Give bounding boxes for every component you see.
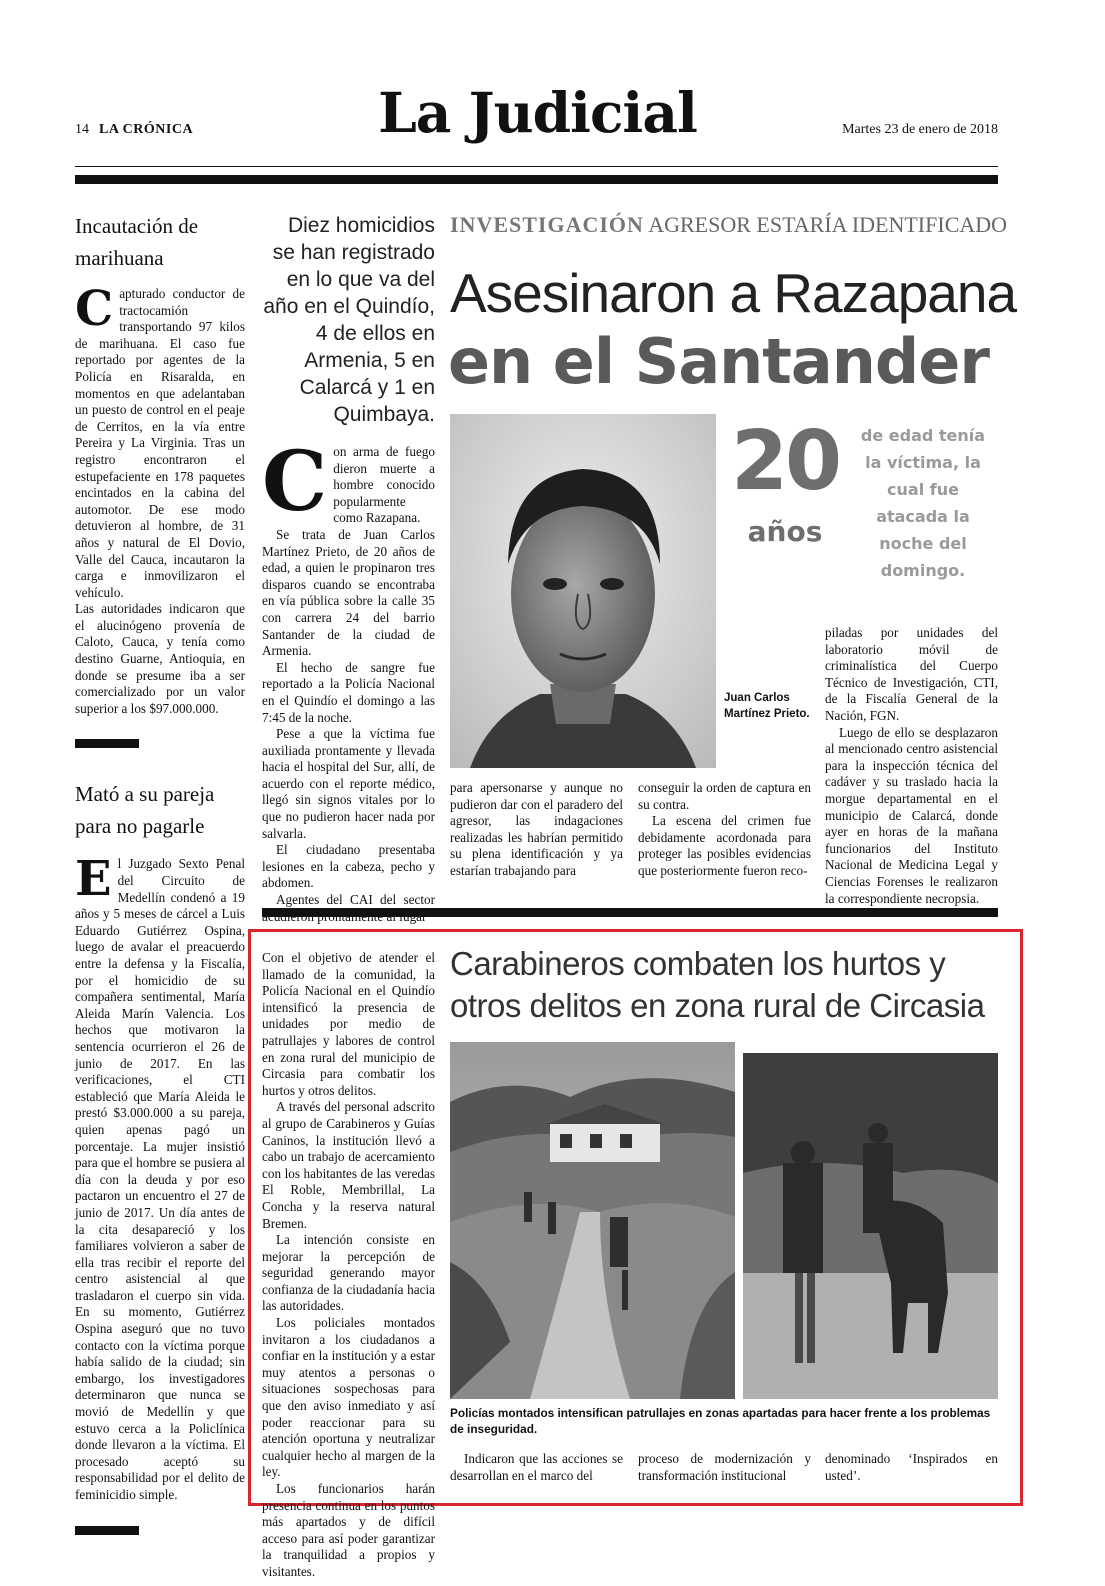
rural-photos-caption: Policías montados intensifican patrullajes en zonas apartadas para hacer frente a los problemas de inseguridad. [450, 1406, 991, 1436]
col3-para-1: conseguir la orden de captura en su contra. [638, 780, 811, 812]
col3-para-2: La escena del crimen fue debidamente acordonada para proteger las posibles evidencias que posteriormente fueron reco- [638, 813, 811, 878]
victim-photo-caption: Juan Carlos Martínez Prieto. [724, 692, 810, 720]
carabineros-bottom-text-3: denominado ‘Inspirados en usted’. [825, 1451, 998, 1483]
carabineros-bottom-col1 [450, 1451, 623, 1484]
main-headline-line2: en el Santander [448, 325, 989, 398]
rural-patrol-photo-right [743, 1053, 998, 1399]
section-separator-2 [75, 1526, 139, 1535]
left-column [75, 210, 245, 1535]
main-story-col2 [450, 780, 623, 880]
carabineros-para-1: Con el objetivo de atender el llamado de la comunidad, la Policía Nacional en el Quindío intensificó la presencia de unidades por medio de patrullajes y labores de control en zona rural del municipio de Circasia para combatir los hurtos y otros delitos. [262, 950, 435, 1098]
col1-para-4: Pese a que la víctima fue auxiliada prontamente y llevada hacia el hospital del Sur, allí, de acuerdo con el reporte médico, llegó sin signos vitales por lo que no pudieron hacer nada por salvarla. [262, 726, 435, 841]
kicker-label: INVESTIGACIÓN [450, 212, 644, 237]
pullquote: Diez homicidios se han registrado en lo que va del año en el Quindío, 4 de ellos en Armenia, 5 en Calarcá y 1 en Quimbaya. [263, 214, 435, 426]
carabineros-headline-line2: otros delitos en zona rural de Circasia [450, 987, 985, 1024]
col1-para-3: El hecho de sangre fue reportado a la Policía Nacional en el Quindío el domingo a las 7:45 de la noche. [262, 659, 435, 725]
main-story-col4 [825, 625, 998, 907]
header-thick-rule [75, 175, 998, 184]
carabineros-bottom-col2 [638, 1451, 811, 1484]
paper-name: LA CRÓNICA [99, 122, 194, 137]
section-title: La Judicial [378, 80, 697, 145]
page-header [75, 80, 998, 150]
col4-para-2: Luego de ello se desplazaron al mencionado centro asistencial para la inspección técnica del cadáver y su traslado hacia la morgue departamental en el municipio de Calarcá, donde ayer en horas de la mañana funcionarios del Instituto Nacional de Medicina Legal y Ciencias Forenses le realizaron la correspondiente necropsia. [825, 724, 998, 906]
issue-date: Martes 23 de enero de 2018 [842, 122, 998, 137]
main-story-col1 [262, 434, 435, 925]
dropcap-c: C [75, 281, 114, 337]
header-thin-rule [75, 166, 998, 167]
mato-pareja-para: l Juzgado Sexto Penal del Circuito de Medellín condenó a 19 años y 5 meses de cárcel a Luis Eduardo Gutiérrez Ospina, luego de avalar el preacuerdo entre la defensa y la Fiscalía, por el homicidio de su compañera sentimental, María Aleida Marín Valencia. Los hechos que motivaron la sentencia ocurrieron el 26 de junio de 2017. En las verificaciones, el CTI estableció que María Aleida le prestó $3.000.000 a su pareja, quien apenas pagó un porcentaje. La mujer insistió para que el hombre se pusiera al día con la deuda y por eso pactaron un encuentro el 27 de junio de 2017. Un día antes de la cita desapareció y los familiares volvieron a saber de ella tras recibir el reporte del centro asistencial al que trasladaron el cuerpo sin vida. En su momento, Gutiérrez Ospina aseguró que no tuvo contacto con la víctima porque había salido de la ciudad; sin embargo, los investigadores determinaron que nunca se movió de Medellín y que estuvo cerca a la Policlínica donde llevaron a la víctima. El procesado aceptó su responsabilidad por el delito de feminicidio simple. [75, 856, 245, 1502]
main-dropcap: C [262, 434, 328, 530]
stat-unit: años [747, 515, 823, 548]
carabineros-para-5: Los funcionarios harán presencia continua en los puntos más apartados y de difícil acceso para así poder garantizar la tranquilidad a propios y visitantes. [262, 1481, 435, 1579]
carabineros-headline-line1: Carabineros combaten los hurtos y [450, 945, 946, 982]
victim-photo [450, 414, 716, 768]
main-story-col3 [638, 780, 811, 880]
story-body-incautacion [75, 281, 245, 717]
incautacion-para-2: Las autoridades indicaron que el alucinógeno provenía de Caloto, Cauca, y tenía como destino Guarne, Antioquia, en donde se presume iba a ser comercializado por un valor superior a los $97.000.000. [75, 601, 245, 716]
stat-number: 20 [730, 414, 840, 509]
story-title-mato-pareja: Mató a su pareja para no pagarle [75, 782, 215, 839]
stat-description: de edad tenía la víctima, la cual fue atacada la noche del domingo. [860, 426, 986, 580]
col4-para-1: piladas por unidades del laboratorio móvil de criminalística del Cuerpo Técnico de Investigación, CTI, de la Fiscalía General de la Nación, FGN. [825, 625, 998, 723]
col1-para-6: Agentes del CAI del sector [276, 892, 435, 908]
col1-para-2: Se trata de Juan Carlos Martínez Prieto, de 20 años de edad, a quien le propinaron tres disparos cuando se encontraba en vía pública sobre la calle 35 con carrera 24 del barrio Santander de la ciudad de Armenia. [262, 526, 435, 659]
carabineros-para-3: La intención consiste en mejorar la percepción de seguridad generando mayor confianza de la ciudadanía hacia las autoridades. [262, 1232, 435, 1314]
kicker [450, 210, 1008, 240]
carabineros-bottom-text-2: proceso de modernización y transformación institucional [638, 1451, 811, 1483]
officers-horse-illustration [743, 1053, 998, 1399]
rural-landscape-illustration [450, 1042, 735, 1399]
main-headline-line1: Asesinaron a Razapana [450, 262, 1017, 324]
col2-para: para apersonarse y aunque no pudieron dar con el paradero del agresor, las indagaciones realizadas les habrían permitido su plena identificación y ya estarían trabajando para [450, 780, 623, 878]
incautacion-para-1: apturado conductor de tractocamión transportando 97 kilos de marihuana. El caso fue reportado por agentes de la Policía en Risaralda, en momentos en que adelantaban un puesto de control en el peaje de Cerritos, en la vía entre Pereira y La Virginia. Tras un registro encontraron el estupefaciente en 178 paquetes encintados en la cabina del automotor. De ese modo detuvieron al hombre, de 31 años y natural de El Dovio, Valle del Cauca, incautaron la carga e inmovilizaron el vehículo. [75, 286, 245, 600]
story-title-incautacion: Incautación de marihuana [75, 214, 199, 270]
carabineros-bottom-text-1: Indicaron que las acciones se desarrollan en el marco del [450, 1451, 623, 1483]
carabineros-side-column [262, 950, 435, 1581]
carabineros-para-4: Los policiales montados invitaron a los ciudadanos a confiar en la institución y a estar muy atentos a personas o situaciones sospechosas para que den aviso inmediato y así poder reaccionar para su atención oportuna y neutralizar cualquier hecho al margen de la ley. [262, 1315, 435, 1480]
carabineros-bottom-col3 [825, 1451, 998, 1484]
page-number: 14 [75, 122, 89, 137]
portrait-illustration [450, 414, 716, 768]
kicker-text: AGRESOR ESTARÍA IDENTIFICADO [648, 212, 1008, 237]
story-separator-rule [262, 908, 998, 917]
rural-patrol-photo-left [450, 1042, 735, 1399]
story-body-mato-pareja [75, 851, 245, 1503]
carabineros-para-2: A través del personal adscrito al grupo de Carabineros y Guías Caninos, la institución llevó a cabo un trabajo de acercamiento con los habitantes de las veredas El Roble, Membrillal, La Concha y la reserva natural Bremen. [262, 1099, 435, 1231]
dropcap-e: E [75, 851, 112, 908]
col1-para-1: on arma de fuego dieron muerte a hombre conocido popularmente como Razapana. [333, 444, 435, 526]
section-separator-1 [75, 739, 139, 748]
col1-para-5: El ciudadano presentaba lesiones en la cabeza, pecho y abdomen. [262, 842, 435, 891]
